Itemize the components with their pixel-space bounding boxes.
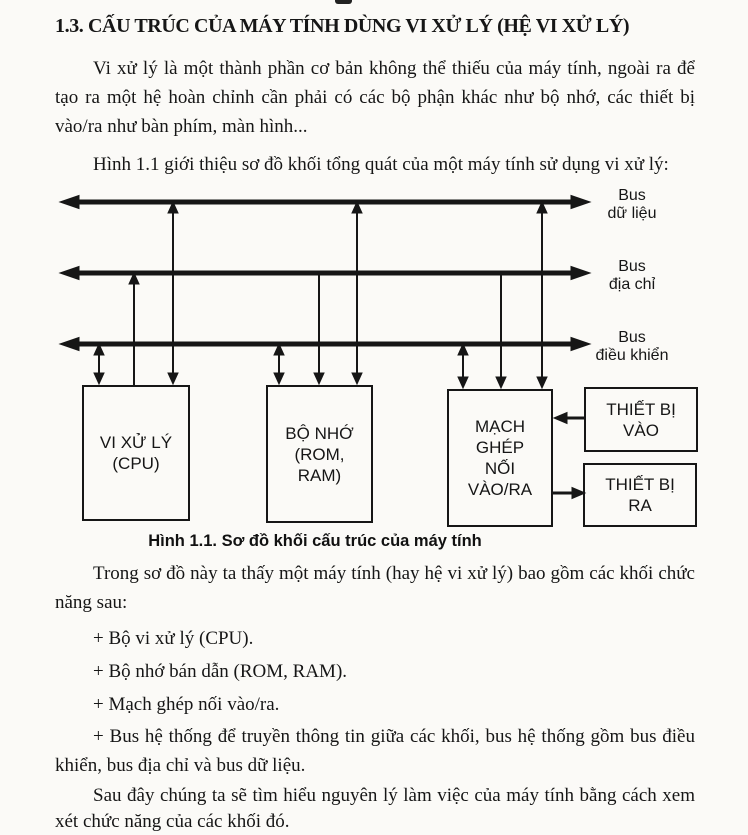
input-device-label: THIẾT BỊ [606,399,676,419]
cpu-box [82,385,190,521]
block-diagram [0,184,748,530]
cpu-box-label: (CPU) [112,454,160,473]
bus-label-line: Bus [618,187,646,204]
scan-artifact [335,0,352,4]
memory-control-arrow [274,344,284,384]
input-to-io-arrow [554,413,584,424]
data-bus-line [60,196,590,209]
memory-box [266,385,373,523]
address-bus-line [60,267,590,280]
bus-label-line: dữ liệu [607,204,657,222]
memory-address-arrow [314,273,324,384]
output-device-box [583,463,697,527]
para-intro: Vi xử lý là một thành phần cơ bản không thể thiếu của máy tính, ngoài ra để tạo ra một hệ hoàn chỉnh cần phải có các bộ phận khác như bộ nhớ, các thiết bị vào/ra như bàn phím, màn hình... [55,58,695,137]
cpu-data-arrow [168,202,178,384]
memory-box-label: (ROM, [294,444,345,464]
bus-label-line: Bus [618,258,646,275]
cpu-address-arrow [129,273,139,385]
bus-label-line: địa chỉ [608,275,656,293]
io-to-output-arrow [553,488,585,499]
input-device-label: VÀO [623,420,659,440]
section-heading: 1.3. CẤU TRÚC CỦA MÁY TÍNH DÙNG VI XỬ LÝ (HỆ VI XỬ LÝ) [55,15,630,37]
io-control-arrow [458,344,468,388]
io-data-arrow [537,202,547,388]
memory-box-label: BỘ NHỚ [285,423,354,443]
para-figure-intro: Hình 1.1 giới thiệu sơ đồ khối tổng quát của một máy tính sử dụng vi xử lý: [93,154,669,175]
io-box-label: MẠCH [474,417,526,436]
io-address-arrow [496,273,506,388]
output-device-label: RA [628,496,652,515]
io-interface-box [447,389,553,527]
cpu-box-label: VI XỬ LÝ [99,433,173,452]
para-closing: Sau đây chúng ta sẽ tìm hiểu nguyên lý làm việc của máy tính bằng cách xem xét chức năng của các khối đó. [55,785,695,832]
control-bus-label [578,329,686,364]
io-box-label: VÀO/RA [467,480,533,499]
cpu-control-arrow [94,344,104,384]
memory-data-arrow [352,202,362,384]
bullet-item-bus: + Bus hệ thống để truyền thông tin giữa các khối, bus hệ thống gồm bus điều khiển, bus địa chỉ và bus dữ liệu. [55,726,695,776]
para-after-figure: Trong sơ đồ này ta thấy một máy tính (hay hệ vi xử lý) bao gồm các khối chức năng sau: [55,563,695,613]
bus-label-line: Bus [618,329,646,346]
data-bus-label [578,187,686,222]
bus-label-line: điều khiển [595,346,669,364]
memory-box-label: RAM) [297,465,342,485]
address-bus-label [578,258,686,293]
bullet-item-memory: + Bộ nhớ bán dẫn (ROM, RAM). [93,661,348,682]
io-box-label: NỐI [484,459,516,478]
input-device-box [584,387,698,452]
output-device-label: THIẾT BỊ [605,475,675,494]
figure-1-1 [0,184,748,551]
control-bus-line [60,338,590,351]
bullet-item-io: + Mạch ghép nối vào/ra. [93,694,280,715]
figure-caption: Hình 1.1. Sơ đồ khối cấu trúc của máy tính [148,532,482,550]
bullet-item-cpu: + Bộ vi xử lý (CPU). [93,628,254,649]
io-box-label: GHÉP [475,438,525,457]
